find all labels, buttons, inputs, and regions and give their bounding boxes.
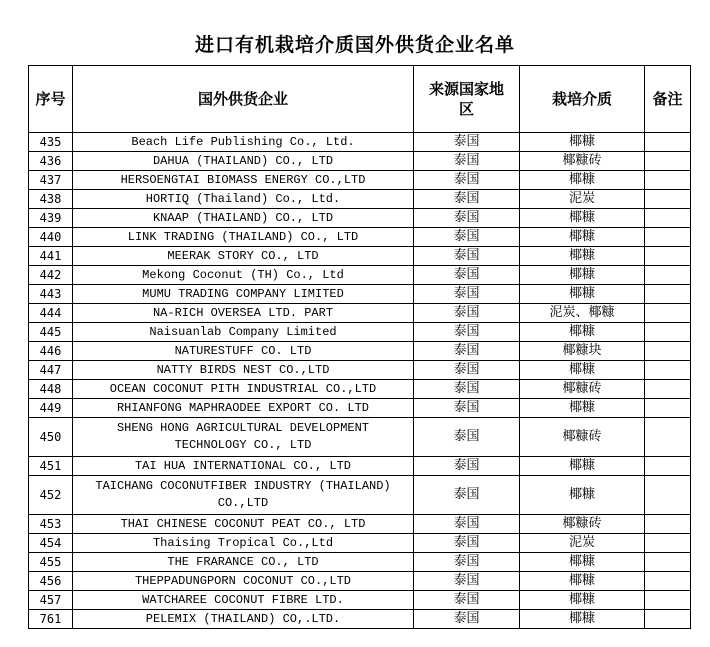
cell-company: KNAAP (THAILAND) CO., LTD bbox=[73, 209, 414, 228]
cell-medium: 椰糠 bbox=[520, 133, 645, 152]
table-row bbox=[29, 399, 691, 418]
table-row bbox=[29, 476, 691, 515]
table-row bbox=[29, 209, 691, 228]
table-row bbox=[29, 361, 691, 380]
cell-remark bbox=[645, 304, 691, 323]
cell-medium: 椰糠 bbox=[520, 476, 645, 515]
cell-remark bbox=[645, 342, 691, 361]
header-no: 序号 bbox=[29, 66, 73, 133]
cell-country: 泰国 bbox=[414, 323, 520, 342]
cell-no: 449 bbox=[29, 399, 73, 418]
cell-medium: 椰糠 bbox=[520, 457, 645, 476]
cell-remark bbox=[645, 285, 691, 304]
cell-country: 泰国 bbox=[414, 304, 520, 323]
table-row bbox=[29, 380, 691, 399]
cell-remark bbox=[645, 610, 691, 629]
cell-country: 泰国 bbox=[414, 572, 520, 591]
cell-remark bbox=[645, 553, 691, 572]
cell-company: Naisuanlab Company Limited bbox=[73, 323, 414, 342]
cell-remark bbox=[645, 515, 691, 534]
table-row bbox=[29, 572, 691, 591]
table-body bbox=[29, 133, 691, 629]
table-row bbox=[29, 152, 691, 171]
cell-no: 454 bbox=[29, 534, 73, 553]
cell-no: 441 bbox=[29, 247, 73, 266]
cell-company: NATURESTUFF CO. LTD bbox=[73, 342, 414, 361]
cell-remark bbox=[645, 171, 691, 190]
cell-company: Mekong Coconut (TH) Co., Ltd bbox=[73, 266, 414, 285]
table-row bbox=[29, 247, 691, 266]
cell-company: SHENG HONG AGRICULTURAL DEVELOPMENT TECHNOLOGY CO., LTD bbox=[73, 418, 414, 457]
table-row bbox=[29, 266, 691, 285]
cell-no: 761 bbox=[29, 610, 73, 629]
cell-country: 泰国 bbox=[414, 228, 520, 247]
cell-remark bbox=[645, 534, 691, 553]
cell-no: 450 bbox=[29, 418, 73, 457]
cell-medium: 椰糠砖 bbox=[520, 152, 645, 171]
cell-country: 泰国 bbox=[414, 515, 520, 534]
cell-no: 442 bbox=[29, 266, 73, 285]
cell-company: TAICHANG COCONUTFIBER INDUSTRY (THAILAND) CO.,LTD bbox=[73, 476, 414, 515]
cell-medium: 椰糠 bbox=[520, 266, 645, 285]
cell-country: 泰国 bbox=[414, 171, 520, 190]
cell-medium: 椰糠砖 bbox=[520, 380, 645, 399]
cell-no: 448 bbox=[29, 380, 73, 399]
cell-no: 435 bbox=[29, 133, 73, 152]
cell-company: THEPPADUNGPORN COCONUT CO.,LTD bbox=[73, 572, 414, 591]
cell-company: Thaising Tropical Co.,Ltd bbox=[73, 534, 414, 553]
header-medium: 栽培介质 bbox=[520, 66, 645, 133]
cell-remark bbox=[645, 591, 691, 610]
cell-remark bbox=[645, 323, 691, 342]
table-row bbox=[29, 228, 691, 247]
cell-no: 457 bbox=[29, 591, 73, 610]
cell-country: 泰国 bbox=[414, 418, 520, 457]
cell-company: THAI CHINESE COCONUT PEAT CO., LTD bbox=[73, 515, 414, 534]
cell-company: Beach Life Publishing Co., Ltd. bbox=[73, 133, 414, 152]
cell-remark bbox=[645, 190, 691, 209]
cell-medium: 椰糠 bbox=[520, 399, 645, 418]
cell-remark bbox=[645, 266, 691, 285]
cell-no: 446 bbox=[29, 342, 73, 361]
cell-no: 447 bbox=[29, 361, 73, 380]
cell-no: 452 bbox=[29, 476, 73, 515]
table-row bbox=[29, 610, 691, 629]
cell-country: 泰国 bbox=[414, 342, 520, 361]
cell-medium: 椰糠砖 bbox=[520, 418, 645, 457]
cell-medium: 椰糠 bbox=[520, 591, 645, 610]
table-row bbox=[29, 133, 691, 152]
table-row bbox=[29, 591, 691, 610]
cell-medium: 椰糠 bbox=[520, 228, 645, 247]
cell-remark bbox=[645, 418, 691, 457]
table-row bbox=[29, 418, 691, 457]
header-company: 国外供货企业 bbox=[73, 66, 414, 133]
cell-company: PELEMIX (THAILAND) CO,.LTD. bbox=[73, 610, 414, 629]
cell-country: 泰国 bbox=[414, 285, 520, 304]
cell-medium: 椰糠 bbox=[520, 171, 645, 190]
cell-company: DAHUA (THAILAND) CO., LTD bbox=[73, 152, 414, 171]
cell-medium: 椰糠 bbox=[520, 361, 645, 380]
cell-medium: 椰糠 bbox=[520, 553, 645, 572]
cell-remark bbox=[645, 476, 691, 515]
cell-medium: 椰糠 bbox=[520, 323, 645, 342]
cell-medium: 椰糠 bbox=[520, 610, 645, 629]
cell-no: 436 bbox=[29, 152, 73, 171]
cell-country: 泰国 bbox=[414, 133, 520, 152]
cell-company: HERSOENGTAI BIOMASS ENERGY CO.,LTD bbox=[73, 171, 414, 190]
cell-remark bbox=[645, 572, 691, 591]
cell-country: 泰国 bbox=[414, 361, 520, 380]
cell-no: 440 bbox=[29, 228, 73, 247]
cell-company: NA-RICH OVERSEA LTD. PART bbox=[73, 304, 414, 323]
cell-country: 泰国 bbox=[414, 209, 520, 228]
cell-no: 443 bbox=[29, 285, 73, 304]
cell-company: MEERAK STORY CO., LTD bbox=[73, 247, 414, 266]
table-row bbox=[29, 534, 691, 553]
cell-country: 泰国 bbox=[414, 534, 520, 553]
cell-country: 泰国 bbox=[414, 152, 520, 171]
cell-remark bbox=[645, 152, 691, 171]
cell-remark bbox=[645, 380, 691, 399]
table-row bbox=[29, 515, 691, 534]
cell-medium: 泥炭 bbox=[520, 190, 645, 209]
cell-no: 437 bbox=[29, 171, 73, 190]
cell-country: 泰国 bbox=[414, 553, 520, 572]
cell-remark bbox=[645, 247, 691, 266]
cell-remark bbox=[645, 457, 691, 476]
cell-country: 泰国 bbox=[414, 190, 520, 209]
table-row bbox=[29, 190, 691, 209]
cell-remark bbox=[645, 228, 691, 247]
cell-medium: 椰糠 bbox=[520, 209, 645, 228]
cell-company: MUMU TRADING COMPANY LIMITED bbox=[73, 285, 414, 304]
cell-medium: 泥炭 bbox=[520, 534, 645, 553]
cell-country: 泰国 bbox=[414, 266, 520, 285]
cell-country: 泰国 bbox=[414, 399, 520, 418]
cell-remark bbox=[645, 361, 691, 380]
cell-no: 444 bbox=[29, 304, 73, 323]
cell-remark bbox=[645, 209, 691, 228]
cell-medium: 椰糠 bbox=[520, 247, 645, 266]
cell-remark bbox=[645, 133, 691, 152]
cell-medium: 椰糠 bbox=[520, 285, 645, 304]
table-row bbox=[29, 553, 691, 572]
cell-medium: 椰糠砖 bbox=[520, 515, 645, 534]
cell-remark bbox=[645, 399, 691, 418]
cell-company: HORTIQ (Thailand) Co., Ltd. bbox=[73, 190, 414, 209]
cell-medium: 泥炭、椰糠 bbox=[520, 304, 645, 323]
table-row bbox=[29, 323, 691, 342]
table-row bbox=[29, 304, 691, 323]
table-row bbox=[29, 457, 691, 476]
cell-company: THE FRARANCE CO., LTD bbox=[73, 553, 414, 572]
cell-no: 453 bbox=[29, 515, 73, 534]
table-row bbox=[29, 285, 691, 304]
cell-no: 439 bbox=[29, 209, 73, 228]
cell-company: WATCHAREE COCONUT FIBRE LTD. bbox=[73, 591, 414, 610]
cell-country: 泰国 bbox=[414, 380, 520, 399]
cell-no: 455 bbox=[29, 553, 73, 572]
supplier-table bbox=[28, 65, 691, 629]
cell-no: 445 bbox=[29, 323, 73, 342]
header-country: 来源国家地区 bbox=[414, 66, 520, 133]
cell-no: 451 bbox=[29, 457, 73, 476]
table-row bbox=[29, 171, 691, 190]
cell-company: TAI HUA INTERNATIONAL CO., LTD bbox=[73, 457, 414, 476]
cell-company: RHIANFONG MAPHRAODEE EXPORT CO. LTD bbox=[73, 399, 414, 418]
header-remark: 备注 bbox=[645, 66, 691, 133]
cell-country: 泰国 bbox=[414, 591, 520, 610]
cell-medium: 椰糠 bbox=[520, 572, 645, 591]
cell-country: 泰国 bbox=[414, 247, 520, 266]
cell-country: 泰国 bbox=[414, 476, 520, 515]
table-header-row bbox=[29, 66, 691, 133]
cell-company: NATTY BIRDS NEST CO.,LTD bbox=[73, 361, 414, 380]
cell-medium: 椰糠块 bbox=[520, 342, 645, 361]
cell-company: LINK TRADING (THAILAND) CO., LTD bbox=[73, 228, 414, 247]
cell-no: 456 bbox=[29, 572, 73, 591]
cell-country: 泰国 bbox=[414, 457, 520, 476]
document-title: 进口有机栽培介质国外供货企业名单 bbox=[194, 34, 515, 56]
table-row bbox=[29, 342, 691, 361]
cell-country: 泰国 bbox=[414, 610, 520, 629]
cell-no: 438 bbox=[29, 190, 73, 209]
cell-company: OCEAN COCONUT PITH INDUSTRIAL CO.,LTD bbox=[73, 380, 414, 399]
